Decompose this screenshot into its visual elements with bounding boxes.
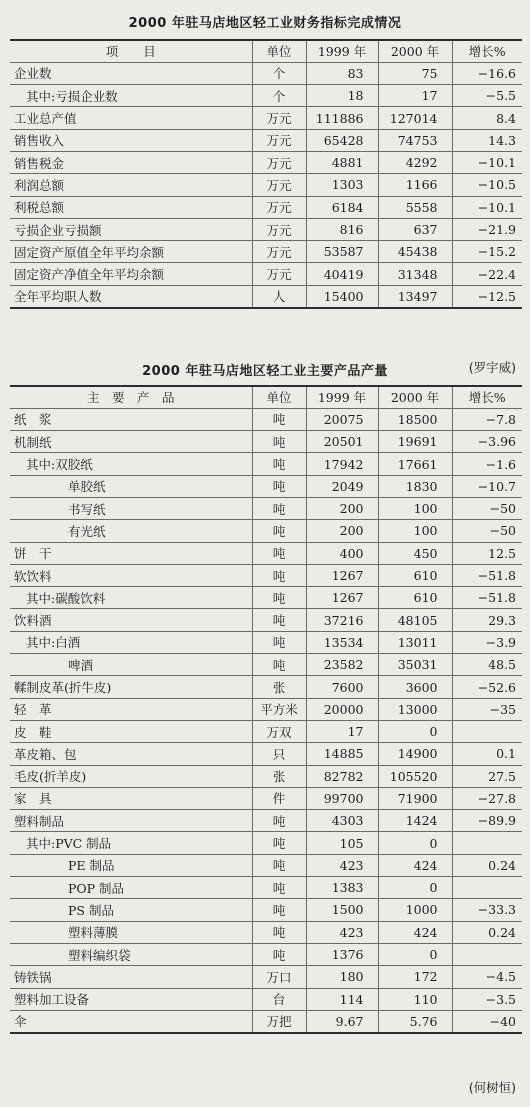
row-name: 塑料制品: [10, 810, 252, 832]
row-name: 其中:白酒: [10, 631, 252, 653]
row-unit: 张: [252, 676, 306, 698]
row-value-1999: 816: [306, 218, 378, 240]
header-unit: 单位: [252, 386, 306, 408]
row-value-1999: 37216: [306, 609, 378, 631]
row-growth: −35: [452, 698, 522, 720]
row-value-1999: 200: [306, 497, 378, 519]
row-growth: −3.9: [452, 631, 522, 653]
row-value-2000: 71900: [378, 787, 452, 809]
row-growth: −10.1: [452, 196, 522, 218]
row-unit: 吨: [252, 877, 306, 899]
row-name: POP 制品: [10, 877, 252, 899]
row-name: 全年平均职人数: [10, 285, 252, 307]
row-value-1999: 7600: [306, 676, 378, 698]
table-row: [10, 877, 522, 899]
row-growth: −27.8: [452, 787, 522, 809]
row-growth: −10.5: [452, 174, 522, 196]
header-item: 项 目: [10, 40, 252, 62]
row-value-2000: 1830: [378, 475, 452, 497]
table-row: [10, 1010, 522, 1032]
row-value-2000: 110: [378, 988, 452, 1010]
row-name: 啤酒: [10, 654, 252, 676]
row-value-2000: 1424: [378, 810, 452, 832]
table-header-row: [10, 40, 522, 62]
table-row: [10, 196, 522, 218]
row-name: PE 制品: [10, 854, 252, 876]
row-unit: 万元: [252, 107, 306, 129]
row-name: 其中:碳酸饮料: [10, 587, 252, 609]
row-name: 塑料加工设备: [10, 988, 252, 1010]
table-row: [10, 720, 522, 742]
table-row: [10, 218, 522, 240]
row-value-1999: 4303: [306, 810, 378, 832]
row-name: 软饮料: [10, 564, 252, 586]
row-name: 皮 鞋: [10, 720, 252, 742]
row-name: PS 制品: [10, 899, 252, 921]
row-value-1999: 180: [306, 966, 378, 988]
header-2000: 2000 年: [378, 40, 452, 62]
financial-indicators-table: [10, 39, 522, 309]
table-row: [10, 564, 522, 586]
row-value-2000: 45438: [378, 241, 452, 263]
row-growth: 29.3: [452, 609, 522, 631]
row-value-1999: 1383: [306, 877, 378, 899]
row-growth: 0.24: [452, 921, 522, 943]
table1-author: (罗宇威): [468, 360, 516, 375]
row-value-2000: 100: [378, 520, 452, 542]
table-row: [10, 787, 522, 809]
header-product: 主 要 产 品: [10, 386, 252, 408]
row-value-1999: 18: [306, 85, 378, 107]
row-unit: 吨: [252, 431, 306, 453]
row-value-2000: 0: [378, 877, 452, 899]
row-value-2000: 14900: [378, 743, 452, 765]
row-name: 鞣制皮革(折牛皮): [10, 676, 252, 698]
row-name: 书写纸: [10, 497, 252, 519]
table-row: [10, 453, 522, 475]
row-growth: 8.4: [452, 107, 522, 129]
table-row: [10, 654, 522, 676]
table-row: [10, 832, 522, 854]
row-name: 革皮箱、包: [10, 743, 252, 765]
row-unit: 万口: [252, 966, 306, 988]
row-growth: −7.8: [452, 408, 522, 430]
table-row: [10, 698, 522, 720]
header-growth: 增长%: [452, 40, 522, 62]
row-name: 其中:亏损企业数: [10, 85, 252, 107]
table-row: [10, 587, 522, 609]
table-row: [10, 765, 522, 787]
table-row: [10, 810, 522, 832]
row-value-2000: 31348: [378, 263, 452, 285]
table-row: [10, 431, 522, 453]
table-row: [10, 631, 522, 653]
row-value-1999: 83: [306, 62, 378, 84]
row-unit: 万元: [252, 151, 306, 173]
row-unit: 万双: [252, 720, 306, 742]
row-value-2000: 105520: [378, 765, 452, 787]
row-value-2000: 17661: [378, 453, 452, 475]
row-value-2000: 5558: [378, 196, 452, 218]
row-value-2000: 424: [378, 921, 452, 943]
row-growth: [452, 943, 522, 965]
row-unit: 万把: [252, 1010, 306, 1032]
row-growth: −50: [452, 497, 522, 519]
row-unit: 吨: [252, 564, 306, 586]
row-growth: −10.7: [452, 475, 522, 497]
row-value-2000: 35031: [378, 654, 452, 676]
table-row: [10, 743, 522, 765]
row-value-2000: 13497: [378, 285, 452, 307]
table-row: [10, 475, 522, 497]
row-value-1999: 17942: [306, 453, 378, 475]
row-name: 机制纸: [10, 431, 252, 453]
row-name: 饼 干: [10, 542, 252, 564]
table-row: [10, 966, 522, 988]
row-growth: [452, 720, 522, 742]
row-unit: 吨: [252, 631, 306, 653]
row-growth: −1.6: [452, 453, 522, 475]
row-growth: −5.5: [452, 85, 522, 107]
table-row: [10, 408, 522, 430]
row-name: 家 具: [10, 787, 252, 809]
row-growth: [452, 832, 522, 854]
row-name: 其中:PVC 制品: [10, 832, 252, 854]
row-name: 利税总额: [10, 196, 252, 218]
row-value-1999: 6184: [306, 196, 378, 218]
table-row: [10, 676, 522, 698]
row-value-1999: 15400: [306, 285, 378, 307]
row-value-1999: 114: [306, 988, 378, 1010]
table-row: [10, 497, 522, 519]
row-value-1999: 1267: [306, 564, 378, 586]
row-unit: 吨: [252, 899, 306, 921]
table-row: [10, 542, 522, 564]
table-row: [10, 107, 522, 129]
row-growth: −12.5: [452, 285, 522, 307]
table-row: [10, 921, 522, 943]
row-unit: 吨: [252, 943, 306, 965]
row-name: 固定资产净值全年平均余额: [10, 263, 252, 285]
row-value-2000: 610: [378, 587, 452, 609]
row-name: 纸 浆: [10, 408, 252, 430]
row-value-1999: 23582: [306, 654, 378, 676]
table2-author: (何树恒): [468, 1080, 516, 1095]
row-unit: 吨: [252, 408, 306, 430]
row-name: 工业总产值: [10, 107, 252, 129]
row-value-1999: 99700: [306, 787, 378, 809]
row-value-1999: 1376: [306, 943, 378, 965]
table2-title: 2000 年驻马店地区轻工业主要产品产量: [142, 364, 388, 379]
table-row: [10, 85, 522, 107]
row-name: 亏损企业亏损额: [10, 218, 252, 240]
row-value-2000: 19691: [378, 431, 452, 453]
header-unit: 单位: [252, 40, 306, 62]
row-value-1999: 53587: [306, 241, 378, 263]
row-unit: 吨: [252, 609, 306, 631]
row-growth: −3.96: [452, 431, 522, 453]
row-value-2000: 1166: [378, 174, 452, 196]
row-name: 塑料编织袋: [10, 943, 252, 965]
row-growth: 12.5: [452, 542, 522, 564]
row-name: 单胶纸: [10, 475, 252, 497]
header-2000: 2000 年: [378, 386, 452, 408]
row-value-2000: 637: [378, 218, 452, 240]
row-value-2000: 100: [378, 497, 452, 519]
row-value-2000: 172: [378, 966, 452, 988]
row-value-1999: 1500: [306, 899, 378, 921]
table-row: [10, 129, 522, 151]
row-growth: −52.6: [452, 676, 522, 698]
row-unit: 万元: [252, 263, 306, 285]
row-value-2000: 48105: [378, 609, 452, 631]
table-row: [10, 285, 522, 307]
row-growth: −21.9: [452, 218, 522, 240]
row-value-2000: 74753: [378, 129, 452, 151]
table2-body: [10, 408, 522, 1032]
header-1999: 1999 年: [306, 386, 378, 408]
row-unit: 吨: [252, 497, 306, 519]
row-name: 固定资产原值全年平均余额: [10, 241, 252, 263]
row-value-1999: 82782: [306, 765, 378, 787]
table-row: [10, 263, 522, 285]
row-value-2000: 75: [378, 62, 452, 84]
row-value-2000: 610: [378, 564, 452, 586]
row-unit: 万元: [252, 218, 306, 240]
row-value-1999: 17: [306, 720, 378, 742]
row-value-2000: 127014: [378, 107, 452, 129]
row-value-1999: 105: [306, 832, 378, 854]
row-unit: 吨: [252, 921, 306, 943]
row-value-2000: 4292: [378, 151, 452, 173]
table-row: [10, 241, 522, 263]
table-row: [10, 988, 522, 1010]
row-name: 销售税金: [10, 151, 252, 173]
row-growth: −15.2: [452, 241, 522, 263]
row-unit: 只: [252, 743, 306, 765]
row-value-2000: 0: [378, 720, 452, 742]
row-growth: 0.1: [452, 743, 522, 765]
row-value-2000: 5.76: [378, 1010, 452, 1032]
table1-body: [10, 62, 522, 307]
row-value-2000: 0: [378, 943, 452, 965]
table-row: [10, 899, 522, 921]
row-growth: −16.6: [452, 62, 522, 84]
row-value-1999: 40419: [306, 263, 378, 285]
table-header-row: [10, 386, 522, 408]
table-row: [10, 62, 522, 84]
row-value-1999: 2049: [306, 475, 378, 497]
row-unit: 吨: [252, 520, 306, 542]
row-name: 伞: [10, 1010, 252, 1032]
header-growth: 增长%: [452, 386, 522, 408]
row-growth: −51.8: [452, 587, 522, 609]
row-growth: −89.9: [452, 810, 522, 832]
row-growth: −40: [452, 1010, 522, 1032]
row-growth: 48.5: [452, 654, 522, 676]
row-unit: 吨: [252, 542, 306, 564]
row-value-1999: 65428: [306, 129, 378, 151]
row-unit: 吨: [252, 810, 306, 832]
row-unit: 台: [252, 988, 306, 1010]
row-unit: 万元: [252, 241, 306, 263]
row-growth: −3.5: [452, 988, 522, 1010]
row-name: 销售收入: [10, 129, 252, 151]
row-name: 轻 革: [10, 698, 252, 720]
row-unit: 吨: [252, 587, 306, 609]
row-unit: 张: [252, 765, 306, 787]
row-unit: 件: [252, 787, 306, 809]
row-name: 塑料薄膜: [10, 921, 252, 943]
row-growth: −10.1: [452, 151, 522, 173]
row-value-1999: 423: [306, 854, 378, 876]
row-unit: 吨: [252, 654, 306, 676]
table1-title: 2000 年驻马店地区轻工业财务指标完成情况: [128, 16, 402, 31]
row-growth: 0.24: [452, 854, 522, 876]
table-row: [10, 609, 522, 631]
row-name: 其中:双胶纸: [10, 453, 252, 475]
table-row: [10, 174, 522, 196]
row-value-1999: 1267: [306, 587, 378, 609]
row-value-2000: 1000: [378, 899, 452, 921]
row-unit: 平方米: [252, 698, 306, 720]
row-value-2000: 13011: [378, 631, 452, 653]
row-value-1999: 4881: [306, 151, 378, 173]
row-growth: −4.5: [452, 966, 522, 988]
row-value-2000: 18500: [378, 408, 452, 430]
row-unit: 万元: [252, 174, 306, 196]
row-growth: [452, 877, 522, 899]
row-value-2000: 0: [378, 832, 452, 854]
row-unit: 吨: [252, 854, 306, 876]
row-value-1999: 20000: [306, 698, 378, 720]
row-value-1999: 1303: [306, 174, 378, 196]
row-name: 利润总额: [10, 174, 252, 196]
row-value-1999: 13534: [306, 631, 378, 653]
table-row: [10, 520, 522, 542]
table-row: [10, 151, 522, 173]
row-unit: 吨: [252, 832, 306, 854]
row-value-2000: 3600: [378, 676, 452, 698]
table-row: [10, 943, 522, 965]
row-unit: 个: [252, 62, 306, 84]
row-value-1999: 14885: [306, 743, 378, 765]
row-growth: 14.3: [452, 129, 522, 151]
row-value-2000: 17: [378, 85, 452, 107]
row-value-2000: 13000: [378, 698, 452, 720]
row-growth: −50: [452, 520, 522, 542]
row-growth: −22.4: [452, 263, 522, 285]
row-value-1999: 200: [306, 520, 378, 542]
row-growth: 27.5: [452, 765, 522, 787]
row-name: 有光纸: [10, 520, 252, 542]
row-unit: 人: [252, 285, 306, 307]
row-growth: −51.8: [452, 564, 522, 586]
product-output-table: [10, 385, 522, 1034]
row-unit: 吨: [252, 475, 306, 497]
row-value-1999: 20075: [306, 408, 378, 430]
row-name: 铸铁锅: [10, 966, 252, 988]
row-value-1999: 20501: [306, 431, 378, 453]
row-value-1999: 400: [306, 542, 378, 564]
row-value-1999: 9.67: [306, 1010, 378, 1032]
row-unit: 万元: [252, 129, 306, 151]
table-row: [10, 854, 522, 876]
row-name: 饮料酒: [10, 609, 252, 631]
row-unit: 个: [252, 85, 306, 107]
row-growth: −33.3: [452, 899, 522, 921]
row-unit: 万元: [252, 196, 306, 218]
header-1999: 1999 年: [306, 40, 378, 62]
row-name: 企业数: [10, 62, 252, 84]
row-value-1999: 111886: [306, 107, 378, 129]
row-name: 毛皮(折羊皮): [10, 765, 252, 787]
row-unit: 吨: [252, 453, 306, 475]
row-value-2000: 450: [378, 542, 452, 564]
row-value-2000: 424: [378, 854, 452, 876]
row-value-1999: 423: [306, 921, 378, 943]
